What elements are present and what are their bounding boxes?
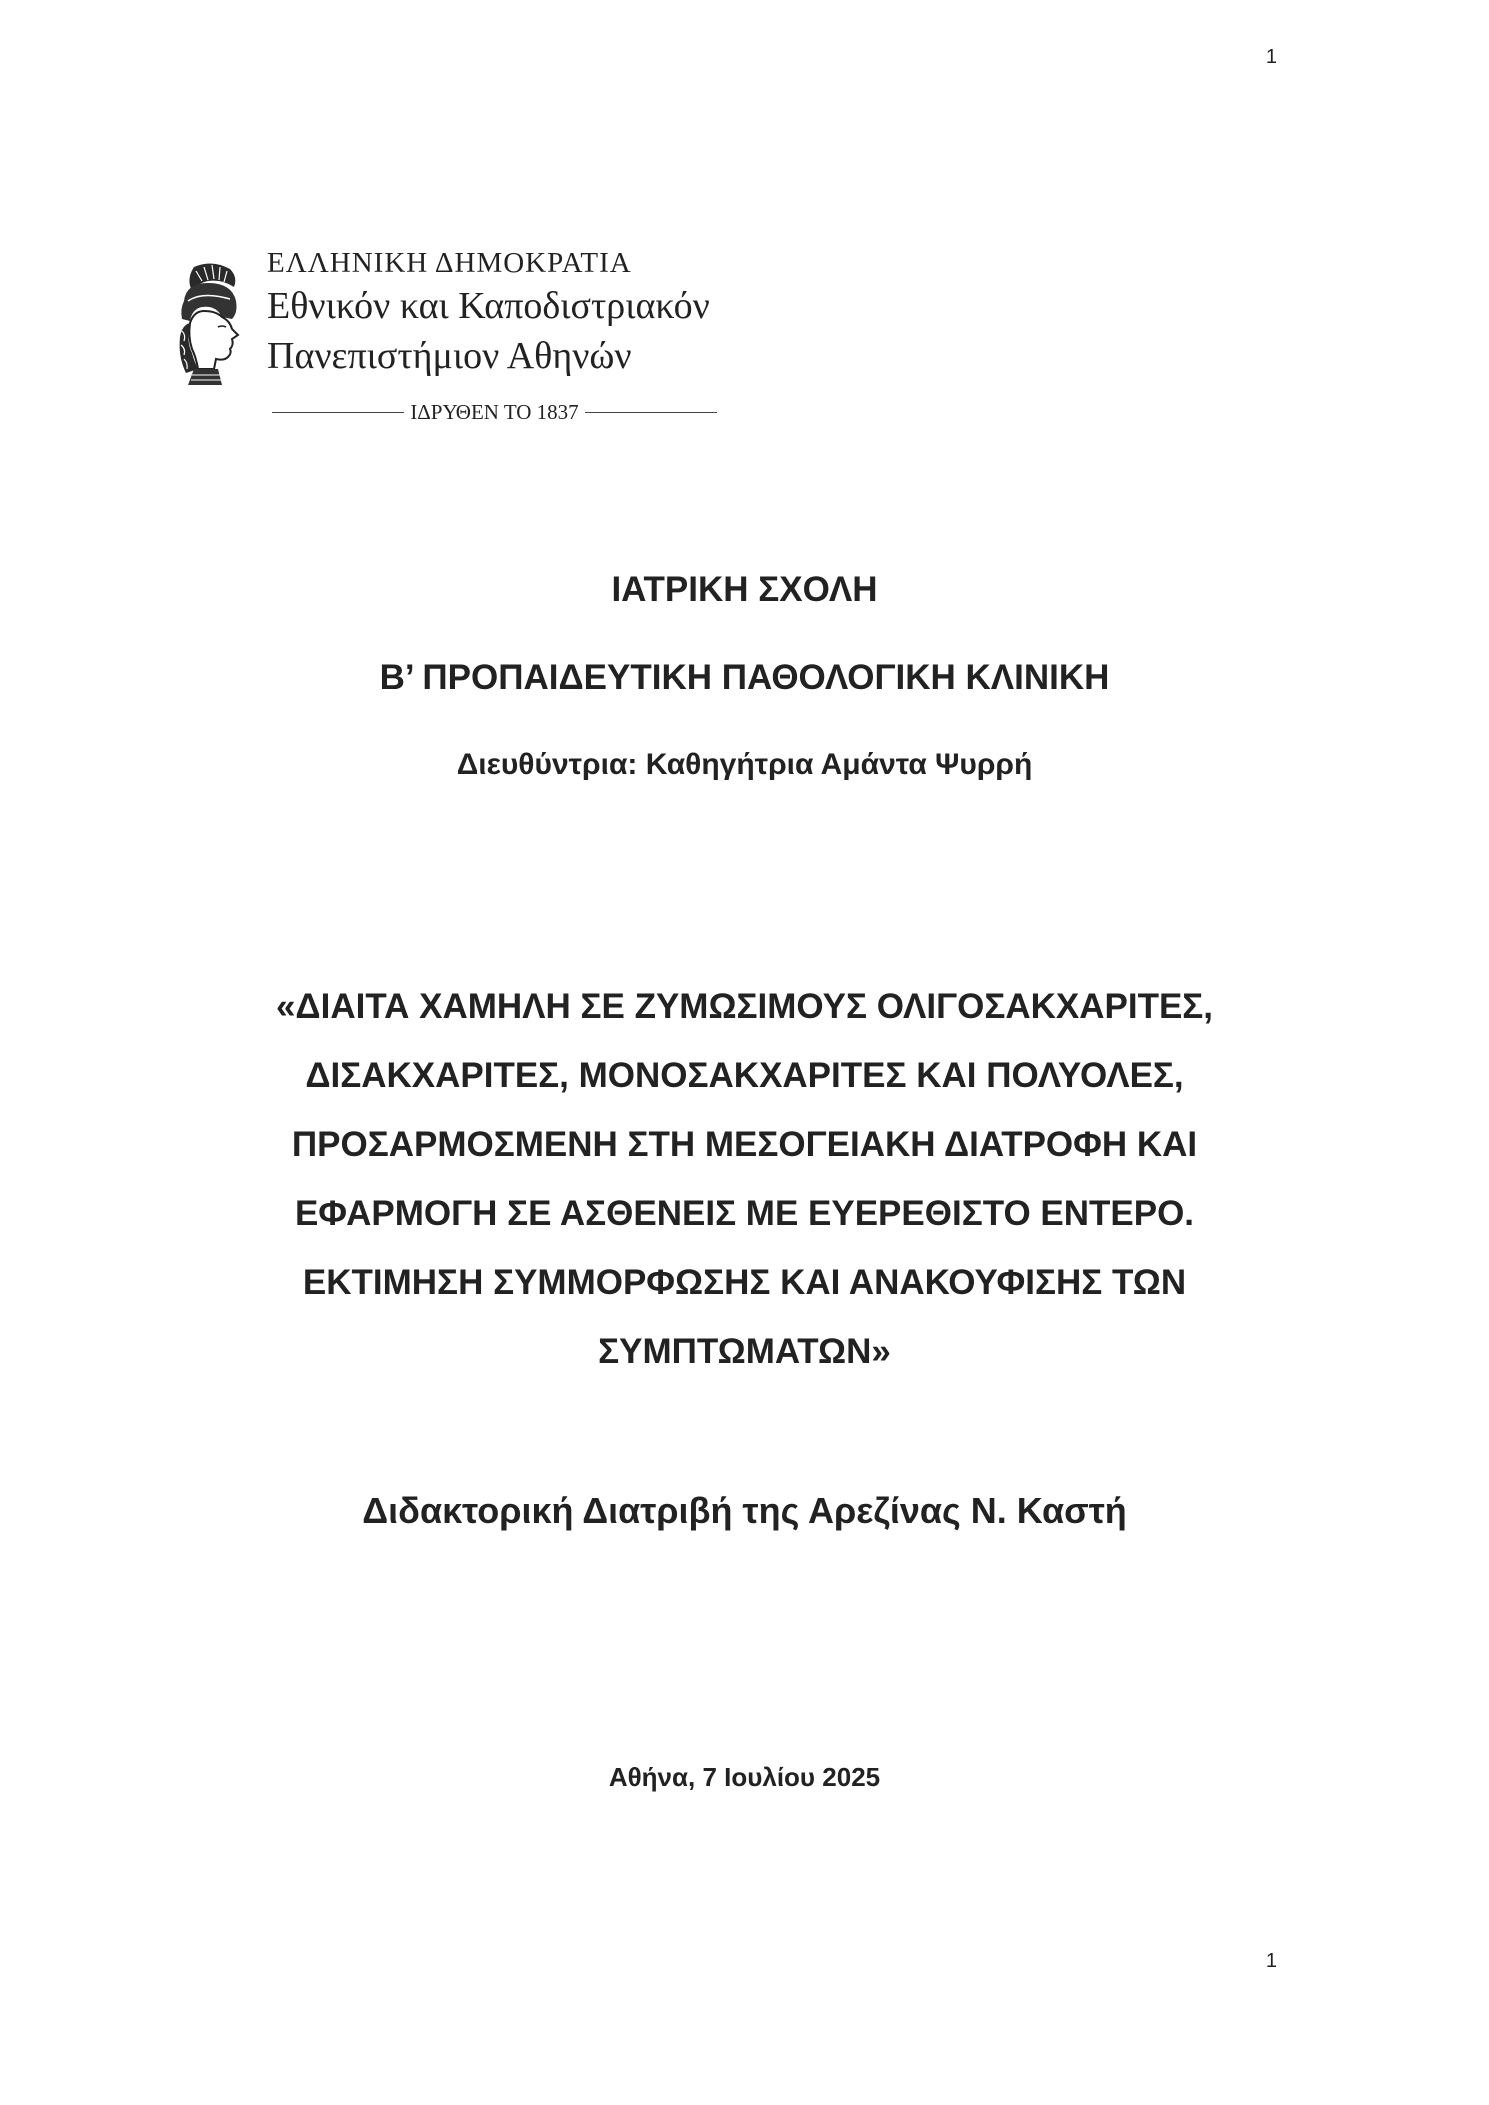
thesis-title-line: ΕΦΑΡΜΟΓΗ ΣΕ ΑΣΘΕΝΕΙΣ ΜΕ ΕΥΕΡΕΘΙΣΤΟ ΕΝΤΕΡΟ.	[294, 1194, 1195, 1233]
logo-university-name-line2: Πανεπιστήμιον Αθηνών	[267, 335, 632, 377]
logo-country-name: ΕΛΛΗΝΙΚΗ ΔΗΜΟΚΡΑΤΙΑ	[267, 247, 632, 279]
founded-text: ΙΔΡΥΘΕΝ ΤΟ 1837	[410, 399, 579, 424]
page-number-bottom: 1	[1265, 1950, 1277, 1972]
founded-rule-right	[585, 412, 717, 413]
thesis-title-line: ΕΚΤΙΜΗΣΗ ΣΥΜΜΟΡΦΩΣΗΣ ΚΑΙ ΑΝΑΚΟΥΦΙΣΗΣ ΤΩΝ	[302, 1263, 1187, 1302]
clinic-heading: Β’ ΠΡΟΠΑΙΔΕΥΤΙΚΗ ΠΑΘΟΛΟΓΙΚΗ ΚΛΙΝΙΚΗ	[379, 658, 1110, 697]
logo-university-name-line1: Εθνικόν και Καποδιστριακόν	[267, 285, 710, 327]
thesis-title-line: «ΔΙΑΙΤΑ ΧΑΜΗΛΗ ΣΕ ΖΥΜΩΣΙΜΟΥΣ ΟΛΙΓΟΣΑΚΧΑΡΙΤΕΣ,	[275, 987, 1214, 1026]
thesis-title	[150, 972, 1339, 1386]
school-heading: ΙΑΤΡΙΚΗ ΣΧΟΛΗ	[611, 570, 878, 609]
director-line: Διευθύντρια: Καθηγήτρια Αμάντα Ψυρρή	[456, 748, 1033, 781]
university-logo	[172, 245, 832, 425]
logo-founded	[272, 397, 717, 427]
thesis-title-line: ΣΥΜΠΤΩΜΑΤΩΝ»	[598, 1332, 891, 1371]
page-number-top: 1	[1265, 46, 1277, 68]
thesis-author: Διδακτορική Διατριβή της Αρεζίνας Ν. Καστή	[362, 1490, 1127, 1531]
founded-rule-left	[272, 412, 404, 413]
athena-head-crest-icon	[172, 261, 252, 389]
thesis-title-line: ΔΙΣΑΚΧΑΡΙΤΕΣ, ΜΟΝΟΣΑΚΧΑΡΙΤΕΣ ΚΑΙ ΠΟΛΥΟΛΕΣ,	[305, 1056, 1184, 1095]
thesis-title-line: ΠΡΟΣΑΡΜΟΣΜΕΝΗ ΣΤΗ ΜΕΣΟΓΕΙΑΚΗ ΔΙΑΤΡΟΦΗ ΚΑΙ	[291, 1125, 1198, 1164]
logo-text	[267, 245, 710, 381]
thesis-date: Αθήνα, 7 Ιουλίου 2025	[608, 1762, 881, 1792]
